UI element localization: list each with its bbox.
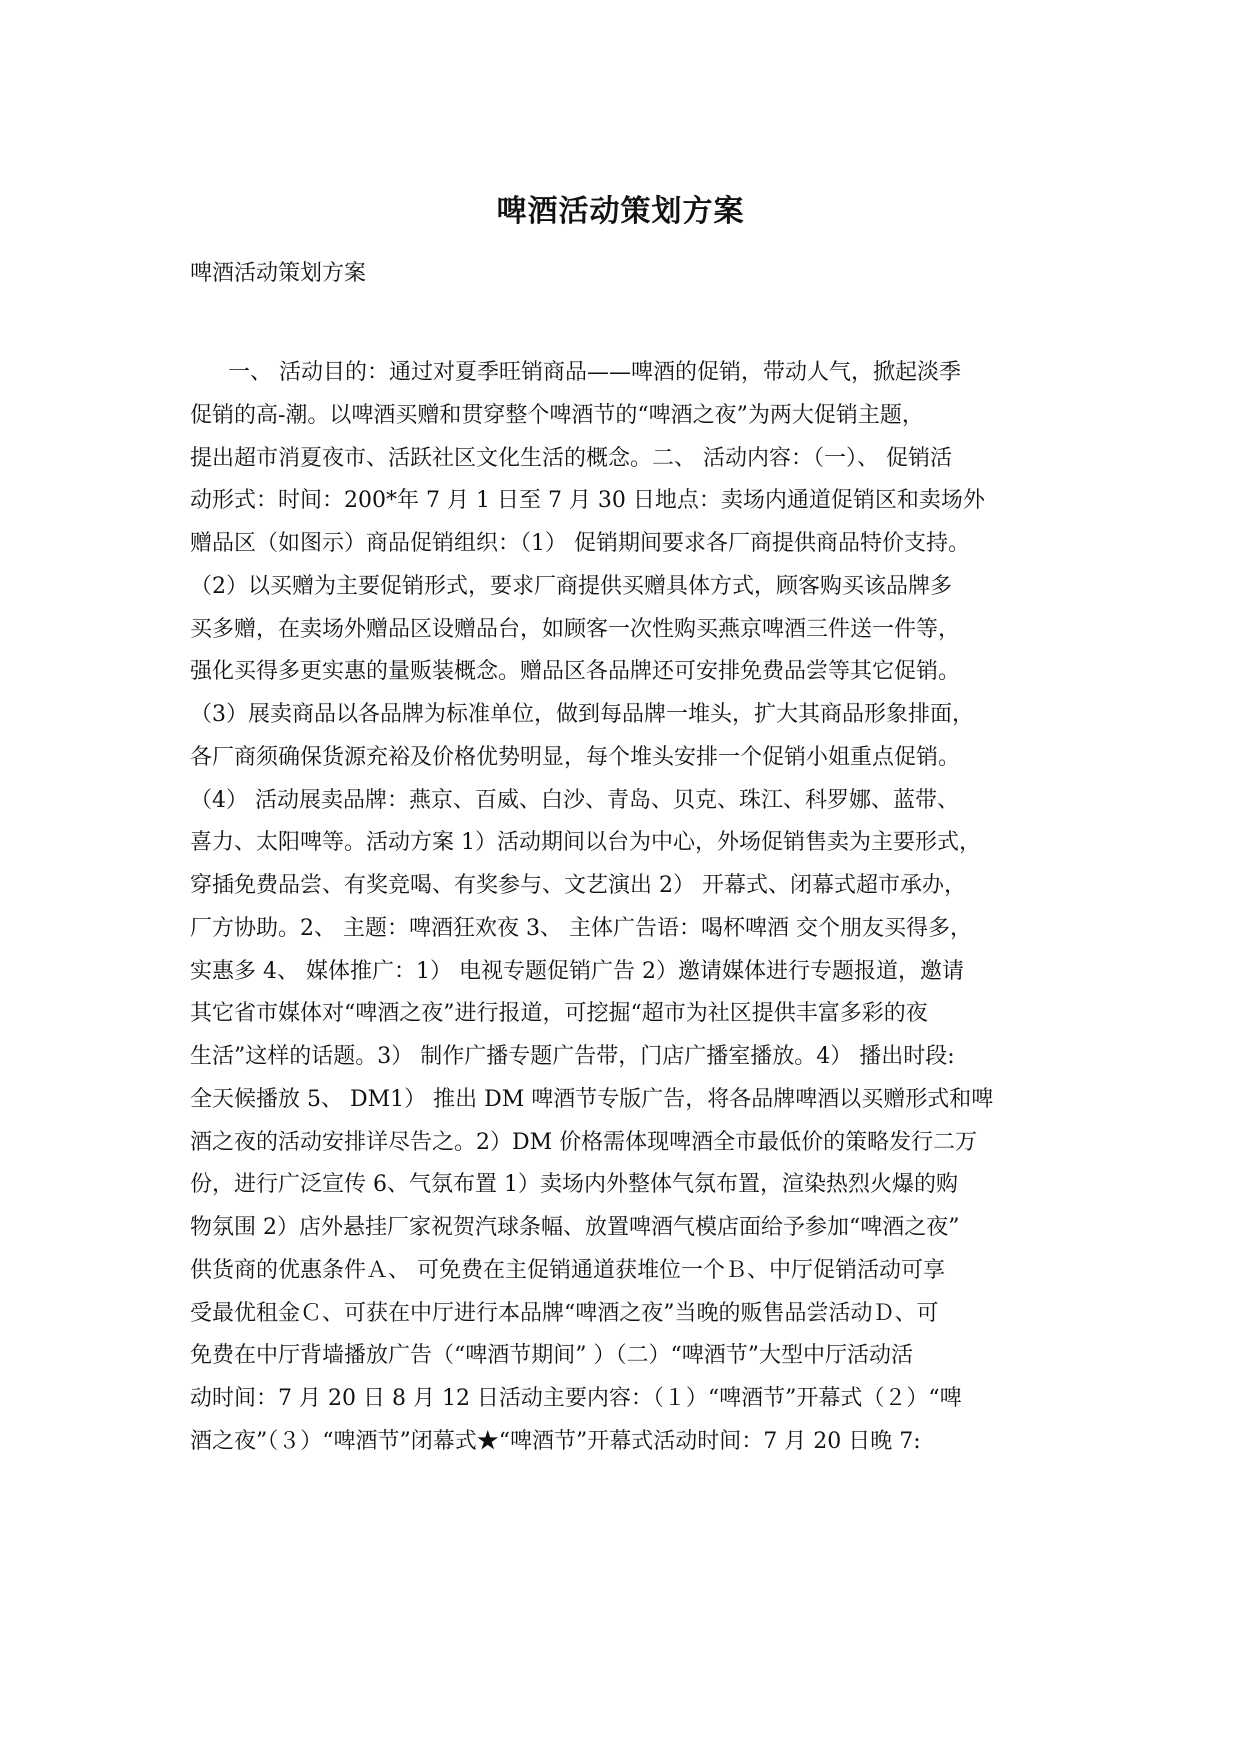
body-text-line: 免费在中厅背墙播放广告（“啤酒节期间” ）（二）“啤酒节”大型中厅活动活 (190, 1343, 913, 1369)
body-text-line: 赠品区（如图示）商品促销组织：（1） 促销期间要求各厂商提供商品特价支持。 (190, 531, 970, 556)
body-text-line: 动时间：7 月 20 日 8 月 12 日活动主要内容：（１）“啤酒节”开幕式（２）“啤 (190, 1386, 962, 1411)
body-text-line: （2）以买赠为主要促销形式，要求厂商提供买赠具体方式，顾客购买该品牌多 (190, 573, 952, 599)
body-text-line: 供货商的优惠条件Ａ、 可免费在主促销通道获堆位一个Ｂ、中厅促销活动可享 (190, 1257, 945, 1283)
body-text-line: 一、 活动目的：通过对夏季旺销商品——啤酒的促销，带动人气，掀起淡季 (228, 360, 961, 385)
body-text-line: 物氛围 2）店外悬挂厂家祝贺汽球条幅、放置啤酒气模店面给予参加“啤酒之夜” (190, 1215, 960, 1240)
body-text-line: 酒之夜的活动安排详尽告之。2）DM 价格需体现啤酒全市最低价的策略发行二万 (190, 1129, 978, 1155)
body-text-line: 酒之夜”（３）“啤酒节”闭幕式★“啤酒节”开幕式活动时间：7 月 20 日晚 7: (190, 1428, 921, 1454)
body-text-line: （4） 活动展卖品牌：燕京、百威、白沙、青岛、贝克、珠江、科罗娜、蓝带、 (190, 787, 959, 813)
body-text-line: 强化买得多更实惠的量贩装概念。赠品区各品牌还可安排免费品尝等其它促销。 (190, 659, 961, 685)
body-text-line: 各厂商须确保货源充裕及价格优势明显，每个堆头安排一个促销小姐重点促销。 (190, 744, 961, 770)
body-text-line: 厂方协助。2、 主题：啤酒狂欢夜 3、 主体广告语：喝杯啤酒 交个朋友买得多， (190, 915, 972, 941)
body-text-line: 提出超市消夏夜市、活跃社区文化生活的概念。二、 活动内容：（一）、 促销活 (190, 445, 952, 471)
document-subtitle: 啤酒活动策划方案 (190, 261, 367, 286)
document-title: 啤酒活动策划方案 (496, 194, 745, 229)
document-body (190, 352, 1080, 1464)
body-text-line: 其它省市媒体对“啤酒之夜”进行报道，可挖掘“超市为社区提供丰富多彩的夜 (190, 1001, 928, 1027)
body-text-line: （3）展卖商品以各品牌为标准单位，做到每品牌一堆头，扩大其商品形象排面， (190, 702, 974, 727)
body-text-line: 实惠多 4、 媒体推广：1） 电视专题促销广告 2）邀请媒体进行专题报道，邀请 (190, 958, 964, 984)
body-text-line: 买多赠，在卖场外赠品区设赠品台，如顾客一次性购买燕京啤酒三件送一件等， (190, 616, 961, 642)
body-text-line: 促销的高-潮。以啤酒买赠和贯穿整个啤酒节的“啤酒之夜”为两大促销主题， (190, 402, 924, 428)
body-text-line: 份，进行广泛宣传 6、气氛布置 1）卖场内外整体气氛布置，渲染热烈火爆的购 (190, 1172, 958, 1198)
body-text-line: 喜力、太阳啤等。活动方案 1）活动期间以台为中心，外场促销售卖为主要形式， (190, 830, 981, 856)
body-text-line: 穿插免费品尝、有奖竞喝、有奖参与、文艺演出 2） 开幕式、闭幕式超市承办， (190, 873, 966, 898)
body-text-line: 全天候播放 5、 DM1） 推出 DM 啤酒节专版广告，将各品牌啤酒以买赠形式和啤 (190, 1086, 994, 1112)
body-text-line: 生活”这样的话题。3） 制作广播专题广告带，门店广播室播放。4） 播出时段: (190, 1044, 955, 1069)
body-text-line: 受最优租金Ｃ、可获在中厅进行本品牌“啤酒之夜”当晚的贩售品尝活动Ｄ、可 (190, 1300, 939, 1326)
body-text-line: 动形式：时间：200*年 7 月 1 日至 7 月 30 日地点：卖场内通道促销区和卖场外 (190, 488, 985, 514)
